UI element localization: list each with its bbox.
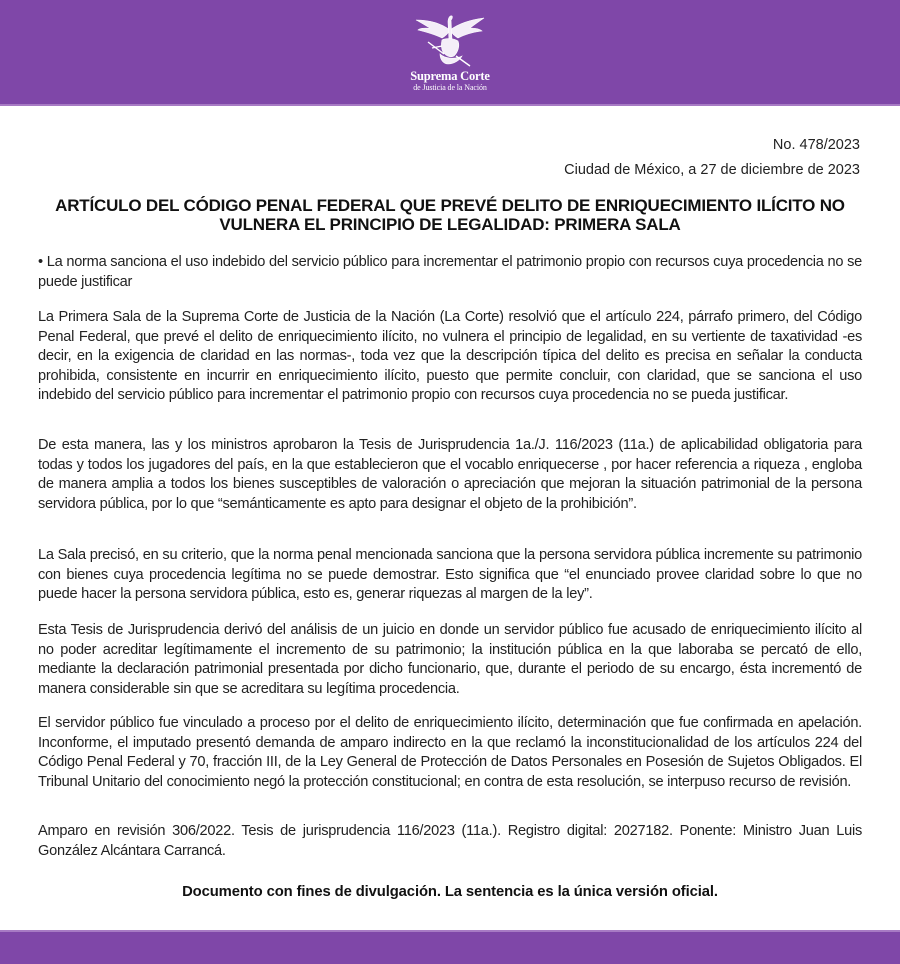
- body-paragraph: La Primera Sala de la Suprema Corte de Justicia de la Nación (La Corte) resolvió que el artículo 224, párrafo primero, del Código Penal Federal, que prevé el delito de enriquecimiento ilícito, no vulnera el principio de legalidad, en su vertiente de taxatividad -es decir, en la exigencia de claridad en las normas-, toda vez que la descripción típica del delito es precisa en señalar la conducta prohibida, consistente en incurrir en enriquecimiento ilícito, puesto que permite concluir, con claridad, que se sanciona el uso indebido del servicio público para incrementar el patrimonio propio con recursos cuya procedencia no se pueda justificar.: [38, 309, 862, 404]
- body-paragraph: Esta Tesis de Jurisprudencia derivó del análisis de un juicio en donde un servidor público fue acusado de enriquecimiento ilícito al no poder acreditar legítimamente el incremento de su patrimonio; la institución pública en la que laboraba se percató de ello, mediante la declaración patrimonial presentada por dicho funcionario, que, durante el periodo de su encargo, ésta incrementó de manera considerable sin que se acreditara su legítima procedencia.: [38, 622, 862, 697]
- body-paragraph: El servidor público fue vinculado a proceso por el delito de enriquecimiento ilícito, determinación que fue confirmada en apelación. Inconforme, el imputado presentó demanda de amparo indirecto en la que reclamó la inconstitucionalidad de los artículos 224 del Código Penal Federal y 70, fracción III, de la Ley General de Protección de Datos Personales en Posesión de Sujetos Obligados. El Tribunal Unitario del conocimiento negó la protección constitucional; en contra de esta resolución, se interpuso recurso de revisión.: [38, 715, 862, 790]
- scjn-logo: [400, 10, 500, 98]
- case-reference: Amparo en revisión 306/2022. Tesis de jurisprudencia 116/2023 (11a.). Registro digital: 2027182. Ponente: Ministro Juan Luis González Alcántara Carrancá.: [38, 823, 862, 859]
- logo-title: Suprema Corte: [410, 69, 490, 83]
- document-title: ARTÍCULO DEL CÓDIGO PENAL FEDERAL QUE PREVÉ DELITO DE ENRIQUECIMIENTO ILÍCITO NO VULNERA EL PRINCIPIO DE LEGALIDAD: PRIMERA SALA: [55, 196, 845, 234]
- disclaimer: Documento con fines de divulgación. La sentencia es la única versión oficial.: [182, 884, 718, 900]
- footer-banner: [0, 930, 900, 964]
- document-place-date: Ciudad de México, a 27 de diciembre de 2023: [564, 162, 860, 178]
- logo-subtitle: de Justicia de la Nación: [413, 83, 487, 92]
- body-paragraph: La Sala precisó, en su criterio, que la norma penal mencionada sanciona que la persona servidora pública incremente su patrimonio con bienes cuya procedencia legítima no se puede demostrar. Esto significa que “el enunciado provee claridad sobre lo que no puede hacer la persona servidora pública, esto es, generar riquezas al margen de la ley”.: [38, 547, 862, 603]
- body-paragraph: De esta manera, las y los ministros aprobaron la Tesis de Jurisprudencia 1a./J. 116/2023 (11a.) de aplicabilidad obligatoria para todas y todos los jugadores del país, en la que establecieron que el vocablo enriquecerse , por hacer referencia a riqueza , engloba de manera amplia a todos los bienes susceptibles de valoración o apreciación que mejoran la situación patrimonial de la persona servidora pública, por lo que “semánticamente es apto para designar el objeto de la prohibición”.: [38, 437, 862, 512]
- document-number: No. 478/2023: [772, 137, 860, 153]
- header-banner: [0, 0, 900, 106]
- eagle-emblem-icon: [410, 10, 490, 68]
- summary-bullet: • La norma sanciona el uso indebido del servicio público para incrementar el patrimonio propio con recursos cuya procedencia no se puede justificar: [38, 254, 862, 290]
